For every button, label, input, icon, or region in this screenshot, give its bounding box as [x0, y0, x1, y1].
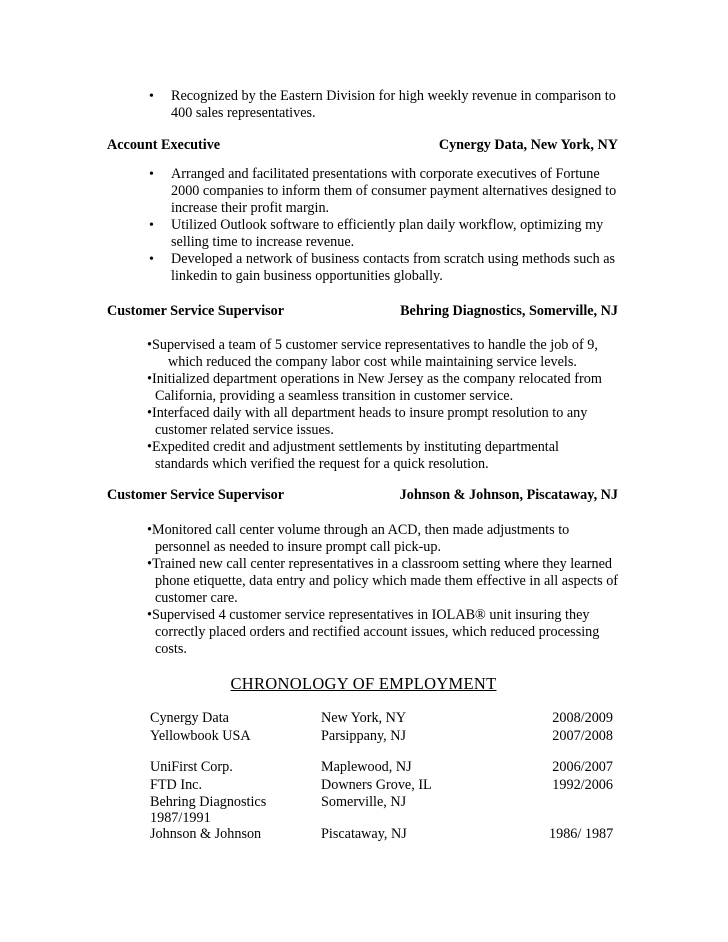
chrono-company: Yellowbook USA — [150, 728, 251, 744]
list-item: • Developed a network of business contacts from scratch using methods such as linkedin to gain business opportunities globally. — [149, 251, 616, 284]
chrono-years: 1986/ 1987 — [549, 826, 614, 842]
chrono-years: 1992/2006 — [552, 777, 613, 793]
list-item: •Expedited credit and adjustment settlements by instituting departmental standards which verified the request for a quick resolution. — [147, 439, 559, 472]
job-company: Johnson & Johnson, Piscataway, NJ — [399, 487, 618, 503]
list-item: •Monitored call center volume through an ACD, then made adjustments to personnel as needed to insure prompt call pick-up. — [147, 522, 570, 555]
bullet-glyph: • — [147, 607, 152, 623]
chrono-company: UniFirst Corp. — [150, 759, 233, 775]
bullet-glyph: • — [147, 556, 152, 572]
chrono-location: Parsippany, NJ — [321, 728, 406, 744]
job-bullet-list — [149, 166, 617, 285]
chrono-company: 1987/1991 — [150, 810, 211, 826]
chrono-company: FTD Inc. — [150, 777, 203, 793]
job-bullet-list — [147, 337, 602, 473]
job-bullet-list — [147, 522, 618, 658]
bullet-glyph: • — [149, 218, 154, 233]
top-bullet-list — [149, 88, 616, 122]
bullet-glyph: • — [149, 89, 154, 104]
chrono-company: Cynergy Data — [150, 710, 229, 726]
bullet-glyph: • — [147, 439, 152, 455]
list-item: •Interfaced daily with all department heads to insure prompt resolution to any customer related service issues. — [147, 405, 588, 438]
job-title: Account Executive — [107, 137, 221, 153]
chrono-company: Behring Diagnostics — [150, 794, 267, 810]
bullet-glyph: • — [149, 252, 154, 267]
section-heading: CHRONOLOGY OF EMPLOYMENT — [230, 674, 497, 693]
list-item: •Supervised 4 customer service representatives in IOLAB® unit insuring they correctly placed orders and rectified account issues, which reduced processing costs. — [147, 607, 600, 657]
bullet-glyph: • — [147, 405, 152, 421]
chrono-location: Somerville, NJ — [321, 794, 407, 810]
bullet-glyph: • — [147, 337, 152, 353]
job-company: Cynergy Data, New York, NY — [438, 137, 618, 153]
chrono-location: New York, NY — [321, 710, 407, 726]
job-title: Customer Service Supervisor — [107, 487, 285, 503]
chrono-location: Maplewood, NJ — [321, 759, 412, 775]
chrono-years: 2008/2009 — [552, 710, 613, 726]
chrono-years: 2006/2007 — [552, 759, 613, 775]
job-company: Behring Diagnostics, Somerville, NJ — [400, 303, 618, 319]
list-item: • Utilized Outlook software to efficiently plan daily workflow, optimizing my selling time to increase revenue. — [149, 217, 604, 250]
bullet-glyph: • — [149, 167, 154, 182]
list-item: • Recognized by the Eastern Division for high weekly revenue in comparison to 400 sales representatives. — [149, 88, 616, 121]
list-item: •Trained new call center representatives in a classroom setting where they learned phone etiquette, data entry and policy which made them effective in all aspects of customer care. — [147, 556, 619, 606]
list-item: •Supervised a team of 5 customer service representatives to handle the job of 9, which reduced the company labor cost while maintaining service levels. — [147, 337, 598, 370]
job-title: Customer Service Supervisor — [107, 303, 285, 319]
chrono-company: Johnson & Johnson — [150, 826, 262, 842]
chrono-location: Piscataway, NJ — [321, 826, 407, 842]
list-item: • Arranged and facilitated presentations with corporate executives of Fortune 2000 companies to inform them of consumer payment alternatives designed to increase their profit margin. — [149, 166, 617, 216]
list-item: •Initialized department operations in New Jersey as the company relocated from California, providing a seamless transition in customer service. — [147, 371, 602, 404]
chrono-years: 2007/2008 — [552, 728, 613, 744]
chrono-location: Downers Grove, IL — [321, 777, 432, 793]
bullet-glyph: • — [147, 522, 152, 538]
bullet-glyph: • — [147, 371, 152, 387]
